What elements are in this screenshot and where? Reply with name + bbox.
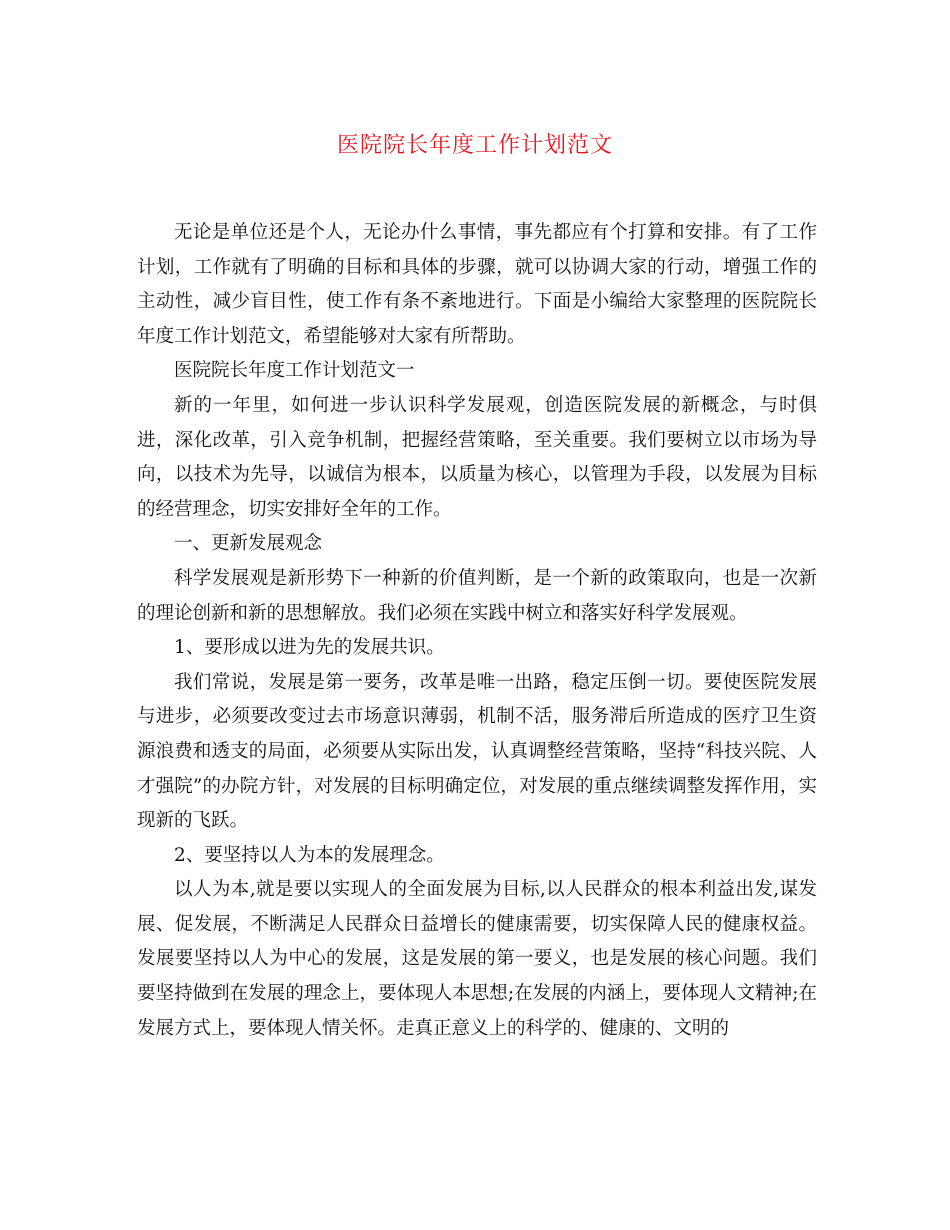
- subsection-heading: 1、要形成以进为先的发展共识。: [174, 637, 445, 659]
- document-title: 医院院长年度工作计划范文: [336, 133, 613, 158]
- document-body: [137, 216, 817, 1046]
- paragraph: 以人为本,就是要以实现人的全面发展为目标,以人民群众的根本利益出发,谋发展、促发展，不断满足人民群众日益增长的健康需要，切实保障人民的健康权益。发展要坚持以人为中心的发展，这是发展的第一要义，也是发展的核心问题。我们要坚持做到在发展的理念上，要体现人本思想;在发展的内涵上，要体现人文精神;在发展方式上，要体现人情关怀。走真正意义上的科学的、健康的、文明的: [137, 879, 817, 1039]
- section-heading: 一、更新发展观念: [174, 533, 323, 555]
- paragraph-intro: 无论是单位还是个人，无论办什么事情，事先都应有个打算和安排。有了工作计划，工作就有了明确的目标和具体的步骤，就可以协调大家的行动，增强工作的主动性，减少盲目性，使工作有条不紊地进行。下面是小编给大家整理的医院院长年度工作计划范文，希望能够对大家有所帮助。: [137, 222, 817, 347]
- subsection-heading: 2、要坚持以人为本的发展理念。: [174, 844, 445, 866]
- paragraph: 新的一年里，如何进一步认识科学发展观，创造医院发展的新概念，与时俱进，深化改革，引入竞争机制，把握经营策略，至关重要。我们要树立以市场为导向，以技术为先导，以诚信为根本，以质量为核心，以管理为手段，以发展为目标的经营理念，切实安排好全年的工作。: [137, 394, 817, 520]
- paragraph: 科学发展观是新形势下一种新的价值判断，是一个新的政策取向，也是一次新的理论创新和新的思想解放。我们必须在实践中树立和落实好科学发展观。: [137, 567, 817, 624]
- paragraph: 我们常说，发展是第一要务，改革是唯一出路，稳定压倒一切。要使医院发展与进步，必须要改变过去市场意识薄弱，机制不活，服务滞后所造成的医疗卫生资源浪费和透支的局面，必须要从实际出发，认真调整经营策略，坚持“科技兴院、人才强院”的办院方针，对发展的目标明确定位，对发展的重点继续调整发挥作用，实现新的飞跃。: [137, 671, 817, 832]
- section-heading-plan-one: 医院院长年度工作计划范文一: [174, 360, 415, 382]
